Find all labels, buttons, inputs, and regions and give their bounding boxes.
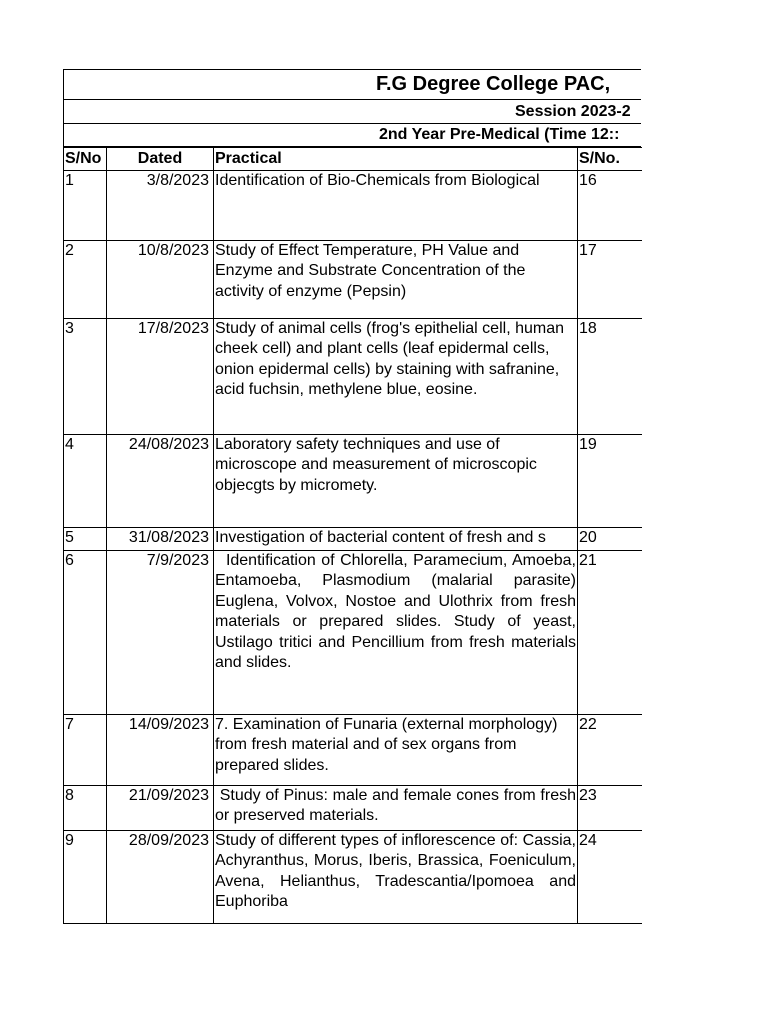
header-dated: Dated	[107, 148, 214, 171]
row-sno2: 16	[578, 170, 642, 240]
header-practical: Practical	[214, 148, 578, 171]
row-practical: Study of Pinus: male and female cones from fresh or preserved materials.	[214, 785, 578, 830]
class-time-label: 2nd Year Pre-Medical (Time 12::	[379, 126, 620, 143]
row-sno2: 17	[578, 240, 642, 318]
schedule-sheet	[63, 69, 641, 924]
row-sno2: 18	[578, 318, 642, 434]
row-practical: 7. Examination of Funaria (external morphology) from fresh material and of sex organs from prepared slides.	[214, 714, 578, 785]
row-practical: Study of Effect Temperature, PH Value and Enzyme and Substrate Concentration of the activity of enzyme (Pepsin)	[214, 240, 578, 318]
row-sno: 4	[64, 434, 107, 527]
header-sno: S/No	[64, 148, 107, 171]
table-row	[64, 785, 642, 830]
table-row	[64, 527, 642, 550]
row-sno2: 21	[578, 550, 642, 714]
row-practical: Study of different types of inflorescence of: Cassia, Achyranthus, Morus, Iberis, Brassica, Foeniculum, Avena, Helianthus, Tradescantia/Ipomoea and Euphoriba	[214, 830, 578, 923]
session-label: Session 2023-2	[515, 103, 631, 120]
title-band	[63, 69, 641, 100]
header-sno2: S/No.	[578, 148, 642, 171]
table-row	[64, 434, 642, 527]
college-title: F.G Degree College PAC,	[376, 73, 611, 95]
row-sno2: 24	[578, 830, 642, 923]
row-sno: 6	[64, 550, 107, 714]
row-sno2: 22	[578, 714, 642, 785]
table-row	[64, 318, 642, 434]
table-row	[64, 714, 642, 785]
row-sno: 5	[64, 527, 107, 550]
row-sno: 7	[64, 714, 107, 785]
row-date: 28/09/2023	[107, 830, 214, 923]
row-sno: 1	[64, 170, 107, 240]
session-band	[63, 100, 641, 124]
row-date: 31/08/2023	[107, 527, 214, 550]
row-date: 24/08/2023	[107, 434, 214, 527]
table-row	[64, 170, 642, 240]
row-sno: 3	[64, 318, 107, 434]
row-date: 21/09/2023	[107, 785, 214, 830]
practical-schedule-table	[63, 147, 642, 924]
row-date: 3/8/2023	[107, 170, 214, 240]
subtitle-band	[63, 124, 641, 147]
table-row	[64, 550, 642, 714]
row-sno2: 20	[578, 527, 642, 550]
row-sno: 2	[64, 240, 107, 318]
row-date: 7/9/2023	[107, 550, 214, 714]
row-sno: 8	[64, 785, 107, 830]
row-practical: Laboratory safety techniques and use of microscope and measurement of microscopic objecgts by micromety.	[214, 434, 578, 527]
row-practical: Identification of Bio-Chemicals from Biological	[214, 170, 578, 240]
row-date: 10/8/2023	[107, 240, 214, 318]
table-row	[64, 240, 642, 318]
row-sno2: 23	[578, 785, 642, 830]
table-header-row	[64, 148, 642, 171]
row-practical: Study of animal cells (frog's epithelial cell, human cheek cell) and plant cells (leaf epidermal cells, onion epidermal cells) by staining with safranine, acid fuchsin, methylene blue, eosine.	[214, 318, 578, 434]
row-sno2: 19	[578, 434, 642, 527]
table-row	[64, 830, 642, 923]
row-date: 14/09/2023	[107, 714, 214, 785]
row-practical: Identification of Chlorella, Paramecium, Amoeba, Entamoeba, Plasmodium (malarial parasite) Euglena, Volvox, Nostoe and Ulothrix from fresh materials or prepared slides. Study of yeast, Ustilago tritici and Pencillium from fresh materials and slides.	[214, 550, 578, 714]
row-practical: Investigation of bacterial content of fresh and s	[214, 527, 578, 550]
row-date: 17/8/2023	[107, 318, 214, 434]
row-sno: 9	[64, 830, 107, 923]
